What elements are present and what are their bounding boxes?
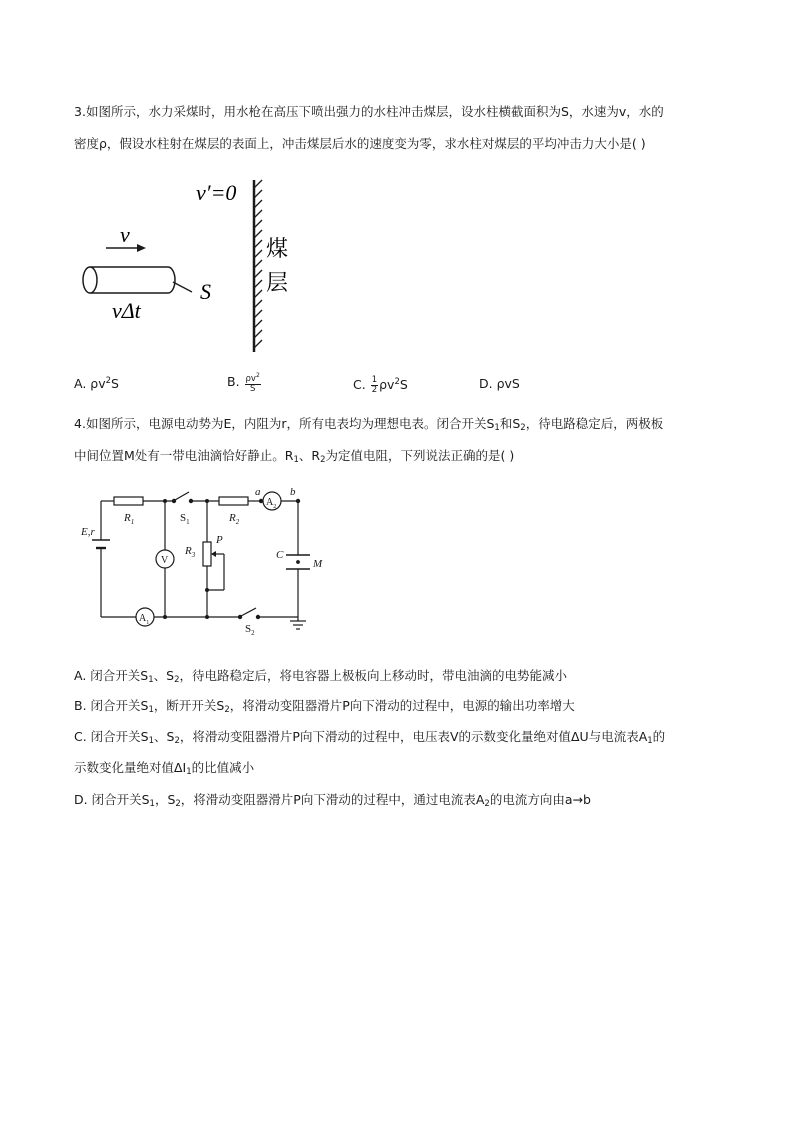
fig-a2-sub: 2: [273, 504, 277, 510]
q4-option-c-line1[interactable]: [74, 727, 665, 746]
fig-m: M: [313, 558, 323, 570]
q4-circuit: [74, 482, 324, 642]
q4d-sub1: 1: [149, 799, 155, 809]
q4b-t1: B. 闭合开关S: [74, 698, 149, 713]
q4c-sub3: 1: [647, 736, 653, 746]
q4-option-d[interactable]: [74, 790, 591, 809]
q4a-t1: A. 闭合开关S: [74, 668, 149, 683]
q4b-t3: ，将滑动变阻器滑片P向下滑动的过程中，电源的输出功率增大: [229, 698, 575, 713]
q3-stem-text1: 如图所示，水力采煤时，用水枪在高压下喷出强力的水柱冲击煤层，设水柱横截面积为S，水速为v，水的: [85, 104, 664, 119]
q4-number: 4.: [74, 416, 86, 431]
q3-fig-vprime: v′=0: [196, 180, 237, 205]
q4d-sub3: 2: [484, 799, 490, 809]
water-column-body: [90, 267, 168, 293]
q3-fig-vdt: vΔt: [112, 298, 141, 323]
option-d-label: D.: [479, 376, 497, 391]
q4-stem-t1: 如图所示，电源电动势为E，内阻为r，所有电表均为理想电表。闭合开关S: [85, 416, 495, 431]
q4-stem-sub3: 1: [293, 455, 299, 465]
q4-stem-t3: ，待电路稳定后，两极板: [525, 416, 664, 431]
q4c-t1: C. 闭合开关S: [74, 729, 149, 744]
q4d-sub2: 2: [175, 799, 181, 809]
q4-stem-sub4: 2: [320, 455, 326, 465]
q4-option-b[interactable]: [74, 696, 575, 715]
q4-stem-t5: 、R: [298, 448, 321, 463]
q3-option-c[interactable]: [353, 376, 408, 395]
q4d-t2: ，S: [154, 792, 176, 807]
q3-stem-line1: [74, 102, 664, 120]
option-c-label: C.: [353, 377, 370, 392]
q4b-sub2: 2: [224, 705, 230, 715]
fig-r3-sub: 3: [191, 551, 196, 559]
q4c-t4: 的: [652, 729, 666, 744]
fig-a2: A: [266, 497, 274, 508]
fig-s2: S: [245, 623, 252, 635]
q4d-t1: D. 闭合开关S: [74, 792, 150, 807]
q4b-t2: ，断开开关S: [153, 698, 225, 713]
fig-s1-sub: 1: [186, 518, 190, 526]
fig-r1-sub: 1: [130, 518, 135, 526]
fig-p: P: [216, 534, 223, 546]
fig-b: b: [290, 486, 296, 498]
q4-stem-sub1: 1: [494, 423, 500, 433]
fig-a1-sub: 1: [146, 620, 150, 626]
q4a-sub2: 2: [174, 675, 180, 685]
fig-r3: R: [185, 545, 192, 557]
option-b-label: B.: [227, 374, 244, 389]
option-a-tail: S: [111, 376, 119, 391]
q4-stem-sub2: 2: [520, 423, 526, 433]
q4c-t6: 的比值减小: [191, 760, 255, 775]
q4d-t3: ，将滑动变阻器滑片P向下滑动的过程中，通过电流表A: [180, 792, 485, 807]
q4-stem-t4: 中间位置M处有一带电油滴恰好静止。R: [74, 448, 294, 463]
q4c-sub4: 1: [186, 767, 192, 777]
q4c-sub1: 1: [148, 736, 155, 746]
option-a-sup: 2: [105, 376, 112, 386]
s-pointer: [173, 282, 192, 292]
q3-fig-s: S: [200, 279, 211, 304]
q4c-t5: 示数变化量绝对值ΔI: [74, 760, 187, 775]
q3-option-a[interactable]: [74, 376, 119, 391]
velocity-arrowhead: [137, 244, 146, 252]
q3-option-b[interactable]: [227, 371, 262, 394]
water-column-right-end: [168, 267, 175, 293]
fig-s2-sub: 2: [251, 629, 255, 637]
q3-fig-coal1: 煤: [266, 236, 289, 261]
svg-text:R2: [228, 512, 240, 526]
fig-a: a: [255, 486, 261, 498]
q4-stem-line1: [74, 414, 663, 433]
option-c-num: 1: [371, 375, 378, 385]
fig-v: V: [161, 555, 169, 566]
q3-stem-line2: [74, 134, 646, 152]
fig-r1: R: [124, 512, 131, 524]
water-column-left-end: [83, 267, 97, 293]
svg-text:R1: [123, 512, 134, 526]
fig-er: E,r: [81, 526, 95, 538]
q4-stem-line2: [74, 446, 514, 465]
q4a-t3: ，待电路稳定后，将电容器上极板向上移动时，带电油滴的电势能减小: [179, 668, 568, 683]
svg-text:R3: [184, 545, 196, 559]
option-b-fraction: [245, 371, 261, 394]
option-d-text: ρvS: [496, 376, 520, 391]
fig-c: C: [276, 549, 284, 561]
q4c-t3: ，将滑动变阻器滑片P向下滑动的过程中，电压表V的示数变化量绝对值ΔU与电流表A: [179, 729, 648, 744]
option-c-text: ρv: [379, 377, 395, 392]
option-c-den: 2: [371, 385, 378, 395]
fig-a1: A: [139, 613, 147, 624]
q4b-sub1: 1: [148, 705, 154, 715]
q3-figure: [70, 172, 310, 357]
q4-option-a[interactable]: [74, 666, 567, 685]
q3-fig-v: v: [120, 222, 130, 247]
q4-stem-t2: 和S: [499, 416, 521, 431]
q3-number: 3.: [74, 104, 86, 119]
fig-r2: R: [229, 512, 236, 524]
q3-fig-coal2: 层: [266, 270, 289, 295]
option-a-label: A.: [74, 376, 91, 391]
option-b-den: S: [249, 384, 256, 394]
q4c-sub2: 2: [174, 736, 180, 746]
fig-s1: S: [180, 512, 187, 524]
q4c-t2: 、S: [154, 729, 175, 744]
svg-text:S2: [245, 623, 255, 637]
q4a-sub1: 1: [148, 675, 154, 685]
q4a-t2: 、S: [153, 668, 175, 683]
option-b-num-sup: 2: [255, 372, 260, 379]
q4d-t4: 的电流方向由a→b: [489, 792, 591, 807]
option-c-fraction: [371, 376, 378, 395]
option-c-tail: S: [399, 377, 408, 392]
q3-option-d[interactable]: [479, 376, 520, 391]
option-a-text: ρv: [90, 376, 106, 391]
option-b-num: ρv: [245, 374, 256, 384]
option-c-sup: 2: [394, 377, 400, 387]
svg-text:S1: [180, 512, 190, 526]
q3-stem-text2: 密度ρ，假设水柱射在煤层的表面上，冲击煤层后水的速度变为零，求水柱对煤层的平均冲击力大小是( ): [74, 136, 646, 151]
q4-stem-t6: 为定值电阻，下列说法正确的是( ): [325, 448, 515, 463]
q4-option-c-line2: [74, 758, 254, 777]
fig-r2-sub: 2: [235, 518, 240, 526]
